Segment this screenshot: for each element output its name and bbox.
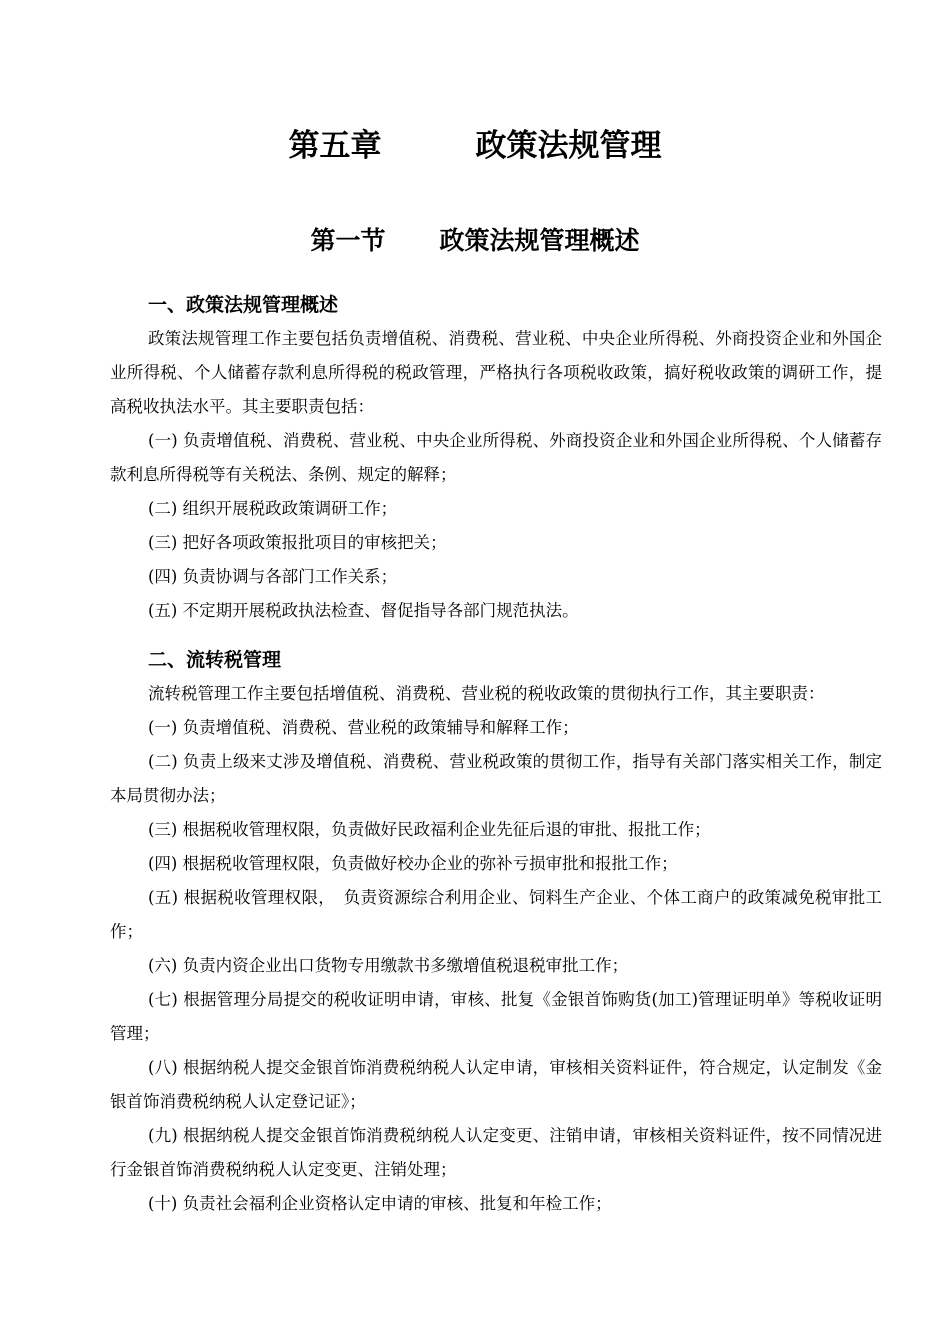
part2-item-3: (三) 根据税收管理权限，负责做好民政福利企业先征后退的审批、报批工作；: [148, 820, 711, 839]
part2-item-9: (九) 根据纳税人提交金银首饰消费税纳税人认定变更、注销申请，审核相关资料证件，按不同情况进行金银首饰消费税纳税人认定变更、注销处理；: [110, 1126, 882, 1179]
document-body: [110, 289, 882, 1221]
part2-item-6: (六) 负责内资企业出口货物专用缴款书多缴增值税退税审批工作；: [148, 956, 629, 975]
part1-item-3: (三) 把好各项政策报批项目的审核把关；: [148, 533, 447, 552]
part2-item-2: (二) 负责上级来丈涉及增值税、消费税、营业税政策的贯彻工作，指导有关部门落实相关工作，制定本局贯彻办法；: [110, 752, 882, 805]
part2-item-1: (一) 负责增值税、消费税、营业税的政策辅导和解释工作；: [148, 718, 579, 737]
part2-item-8: (八) 根据纳税人提交金银首饰消费税纳税人认定申请，审核相关资料证件，符合规定，认定制发《金银首饰消费税纳税人认定登记证》；: [110, 1058, 882, 1111]
section-number: 第一节: [310, 226, 386, 255]
part2-item-10: (十) 负责社会福利企业资格认定申请的审核、批复和年检工作；: [148, 1194, 612, 1213]
section-spacer: [110, 628, 882, 644]
part1-heading: 一、政策法规管理概述: [148, 294, 339, 316]
part2-intro: 流转税管理工作主要包括增值税、消费税、营业税的税收政策的贯彻执行工作，其主要职责：: [148, 684, 825, 703]
chapter-name: 政策法规管理: [475, 128, 662, 164]
section-name: 政策法规管理概述: [439, 226, 640, 255]
part2-item-5: (五) 根据税收管理权限， 负责资源综合利用企业、饲料生产企业、个体工商户的政策减免税审批工作；: [110, 888, 882, 941]
part2-item-4: (四) 根据税收管理权限，负责做好校办企业的弥补亏损审批和报批工作；: [148, 854, 678, 873]
part1-item-2: (二) 组织开展税政政策调研工作；: [148, 499, 398, 518]
chapter-number: 第五章: [288, 128, 382, 164]
part1-item-5: (五) 不定期开展税政执法检查、督促指导各部门规范执法。: [148, 601, 579, 620]
part1-item-4: (四) 负责协调与各部门工作关系；: [148, 567, 398, 586]
part1-item-1: (一) 负责增值税、消费税、营业税、中央企业所得税、外商投资企业和外国企业所得税、个人储蓄存款利息所得税等有关税法、条例、规定的解释；: [110, 431, 882, 484]
part2-item-7: (七) 根据管理分局提交的税收证明申请，审核、批复《金银首饰购货(加工)管理证明单》等税收证明管理；: [110, 990, 882, 1043]
part1-intro: 政策法规管理工作主要包括负责增值税、消费税、营业税、中央企业所得税、外商投资企业和外国企业所得税、个人储蓄存款利息所得税的税政管理，严格执行各项税收政策，搞好税收政策的调研工作，提高税收执法水平。其主要职责包括：: [110, 329, 882, 416]
section-title: [0, 221, 950, 261]
part2-heading: 二、流转税管理: [148, 649, 282, 671]
chapter-title: [0, 122, 950, 170]
